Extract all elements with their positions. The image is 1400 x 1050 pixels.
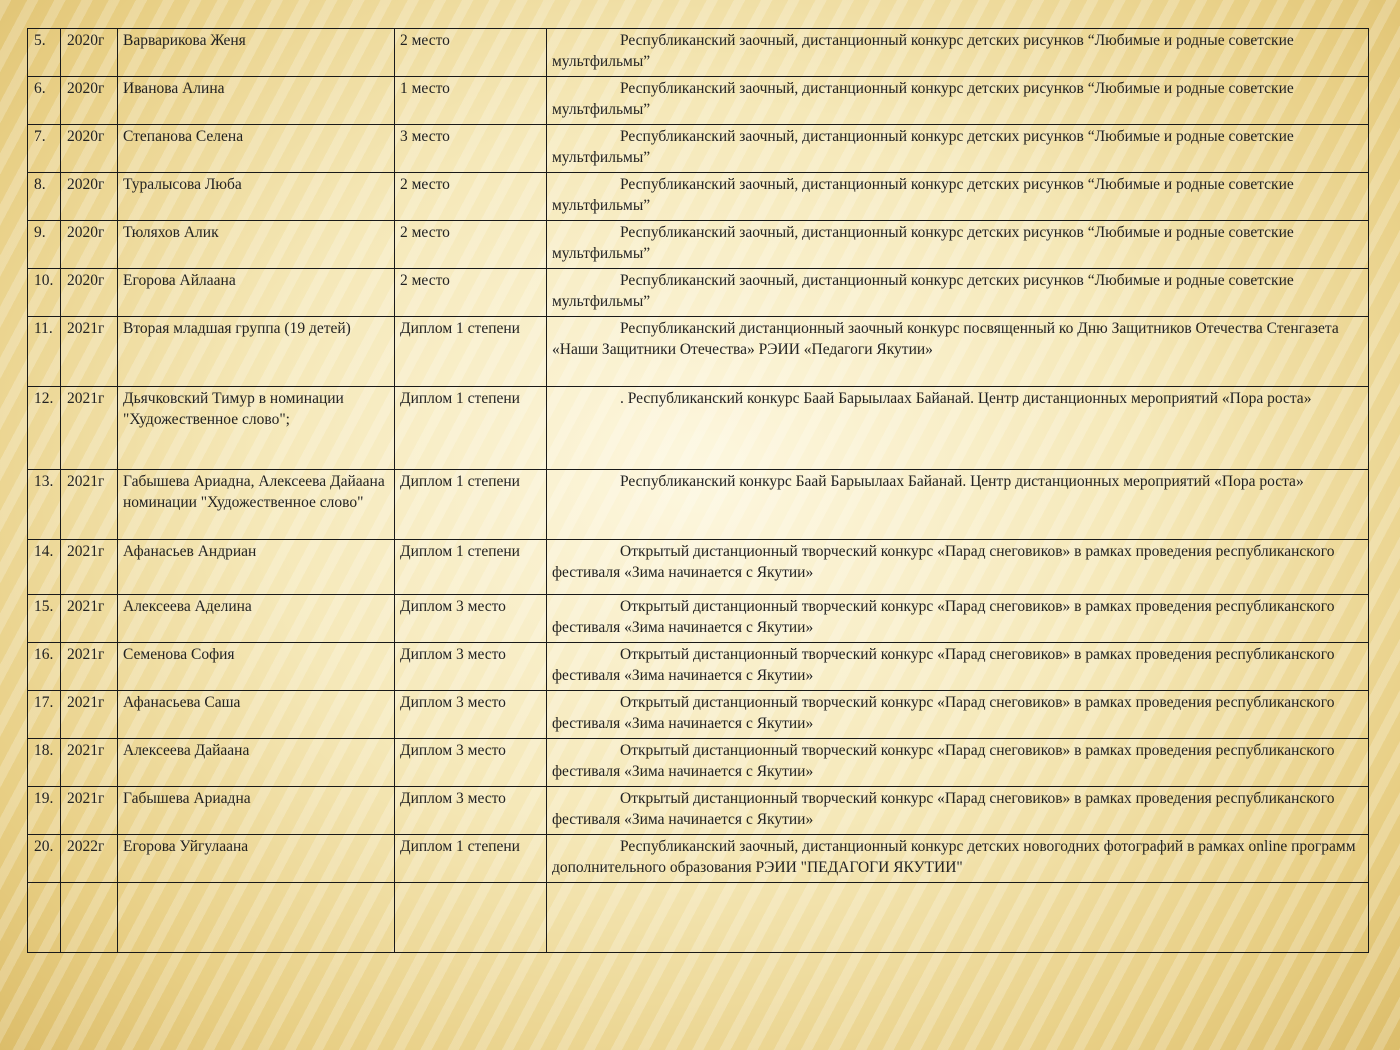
table-body	[28, 29, 1369, 953]
cell-year: 2021г	[61, 595, 118, 643]
cell-participant: Алексеева Аделина	[118, 595, 395, 643]
table-row	[28, 540, 1369, 595]
cell-event: Республиканский заочный, дистанционный конкурс детских рисунков “Любимые и родные советские мультфильмы”	[547, 173, 1369, 221]
cell-event: Открытый дистанционный творческий конкурс «Парад снеговиков» в рамках проведения республиканского фестиваля «Зима начинается с Якутии»	[547, 691, 1369, 739]
cell-year: 2020г	[61, 221, 118, 269]
cell-participant: Туралысова Люба	[118, 173, 395, 221]
cell-year: 2021г	[61, 643, 118, 691]
cell-number: 19.	[28, 787, 61, 835]
cell-number: 7.	[28, 125, 61, 173]
cell-year: 2021г	[61, 739, 118, 787]
cell-result: Диплом 3 место	[395, 643, 547, 691]
cell-participant: Афанасьев Андриан	[118, 540, 395, 595]
table-row	[28, 691, 1369, 739]
cell-result: Диплом 1 степени	[395, 387, 547, 470]
cell-participant: Вторая младшая группа (19 детей)	[118, 317, 395, 387]
cell-participant: Степанова Селена	[118, 125, 395, 173]
cell-event: Открытый дистанционный творческий конкурс «Парад снеговиков» в рамках проведения республиканского фестиваля «Зима начинается с Якутии»	[547, 787, 1369, 835]
cell-year: 2021г	[61, 387, 118, 470]
cell-participant	[118, 883, 395, 953]
table-row	[28, 739, 1369, 787]
cell-year: 2020г	[61, 77, 118, 125]
cell-participant: Иванова Алина	[118, 77, 395, 125]
cell-number: 8.	[28, 173, 61, 221]
cell-event: Открытый дистанционный творческий конкурс «Парад снеговиков» в рамках проведения республиканского фестиваля «Зима начинается с Якутии»	[547, 595, 1369, 643]
cell-event: Республиканский заочный, дистанционный конкурс детских новогодних фотографий в рамках online программ дополнительного образования РЭИИ "ПЕДАГОГИ ЯКУТИИ"	[547, 835, 1369, 883]
cell-participant: Габышева Ариадна	[118, 787, 395, 835]
cell-number: 11.	[28, 317, 61, 387]
cell-year: 2021г	[61, 691, 118, 739]
cell-event	[547, 883, 1369, 953]
cell-result: Диплом 1 степени	[395, 835, 547, 883]
cell-number: 10.	[28, 269, 61, 317]
cell-result: 3 место	[395, 125, 547, 173]
table-row	[28, 221, 1369, 269]
cell-result: Диплом 1 степени	[395, 470, 547, 540]
cell-participant: Габышева Ариадна, Алексеева Дайаана номинации "Художественное слово"	[118, 470, 395, 540]
cell-event: Открытый дистанционный творческий конкурс «Парад снеговиков» в рамках проведения республиканского фестиваля «Зима начинается с Якутии»	[547, 739, 1369, 787]
cell-result: 2 место	[395, 221, 547, 269]
cell-year: 2022г	[61, 835, 118, 883]
cell-event: Открытый дистанционный творческий конкурс «Парад снеговиков» в рамках проведения республиканского фестиваля «Зима начинается с Якутии»	[547, 643, 1369, 691]
table-row	[28, 317, 1369, 387]
table-row	[28, 125, 1369, 173]
cell-event: . Республиканский конкурс Баай Барыылаах Байанай. Центр дистанционных мероприятий «Пора роста»	[547, 387, 1369, 470]
cell-year: 2021г	[61, 470, 118, 540]
cell-event: Республиканский заочный, дистанционный конкурс детских рисунков “Любимые и родные советские мультфильмы”	[547, 77, 1369, 125]
cell-year: 2020г	[61, 269, 118, 317]
cell-result: Диплом 3 место	[395, 739, 547, 787]
table-row	[28, 883, 1369, 953]
cell-number: 5.	[28, 29, 61, 77]
cell-participant: Егорова Уйгулаана	[118, 835, 395, 883]
cell-year: 2020г	[61, 125, 118, 173]
cell-event: Республиканский заочный, дистанционный конкурс детских рисунков “Любимые и родные советские мультфильмы”	[547, 221, 1369, 269]
cell-year: 2021г	[61, 540, 118, 595]
cell-number: 12.	[28, 387, 61, 470]
cell-result	[395, 883, 547, 953]
table-row	[28, 643, 1369, 691]
cell-number: 6.	[28, 77, 61, 125]
cell-participant: Афанасьева Саша	[118, 691, 395, 739]
cell-number: 15.	[28, 595, 61, 643]
table-row	[28, 787, 1369, 835]
table-row	[28, 595, 1369, 643]
cell-participant: Варварикова Женя	[118, 29, 395, 77]
cell-year: 2020г	[61, 29, 118, 77]
achievements-table	[27, 28, 1369, 953]
cell-event: Республиканский конкурс Баай Барыылаах Байанай. Центр дистанционных мероприятий «Пора роста»	[547, 470, 1369, 540]
cell-event: Республиканский заочный, дистанционный конкурс детских рисунков “Любимые и родные советские мультфильмы”	[547, 269, 1369, 317]
cell-number: 20.	[28, 835, 61, 883]
cell-number: 16.	[28, 643, 61, 691]
table-row	[28, 835, 1369, 883]
cell-participant: Егорова Айлаана	[118, 269, 395, 317]
cell-result: Диплом 1 степени	[395, 317, 547, 387]
cell-result: Диплом 3 место	[395, 787, 547, 835]
cell-number: 13.	[28, 470, 61, 540]
cell-event: Республиканский дистанционный заочный конкурс посвященный ко Дню Защитников Отечества Стенгазета «Наши Защитники Отечества» РЭИИ «Педагоги Якутии»	[547, 317, 1369, 387]
cell-participant: Алексеева Дайаана	[118, 739, 395, 787]
cell-year: 2021г	[61, 317, 118, 387]
cell-year: 2020г	[61, 173, 118, 221]
cell-participant: Дьячковский Тимур в номинации "Художественное слово";	[118, 387, 395, 470]
cell-number: 9.	[28, 221, 61, 269]
table-row	[28, 173, 1369, 221]
cell-result: Диплом 1 степени	[395, 540, 547, 595]
cell-number: 14.	[28, 540, 61, 595]
cell-number: 17.	[28, 691, 61, 739]
cell-number: 18.	[28, 739, 61, 787]
cell-event: Республиканский заочный, дистанционный конкурс детских рисунков “Любимые и родные советские мультфильмы”	[547, 29, 1369, 77]
table-row	[28, 387, 1369, 470]
cell-participant: Семенова София	[118, 643, 395, 691]
cell-result: Диплом 3 место	[395, 691, 547, 739]
table-row	[28, 77, 1369, 125]
cell-number	[28, 883, 61, 953]
table-row	[28, 29, 1369, 77]
cell-result: 1 место	[395, 77, 547, 125]
cell-result: 2 место	[395, 173, 547, 221]
table-row	[28, 269, 1369, 317]
cell-participant: Тюляхов Алик	[118, 221, 395, 269]
cell-event: Республиканский заочный, дистанционный конкурс детских рисунков “Любимые и родные советские мультфильмы”	[547, 125, 1369, 173]
table-row	[28, 470, 1369, 540]
cell-result: 2 место	[395, 269, 547, 317]
cell-year	[61, 883, 118, 953]
cell-event: Открытый дистанционный творческий конкурс «Парад снеговиков» в рамках проведения республиканского фестиваля «Зима начинается с Якутии»	[547, 540, 1369, 595]
cell-year: 2021г	[61, 787, 118, 835]
cell-result: Диплом 3 место	[395, 595, 547, 643]
cell-result: 2 место	[395, 29, 547, 77]
